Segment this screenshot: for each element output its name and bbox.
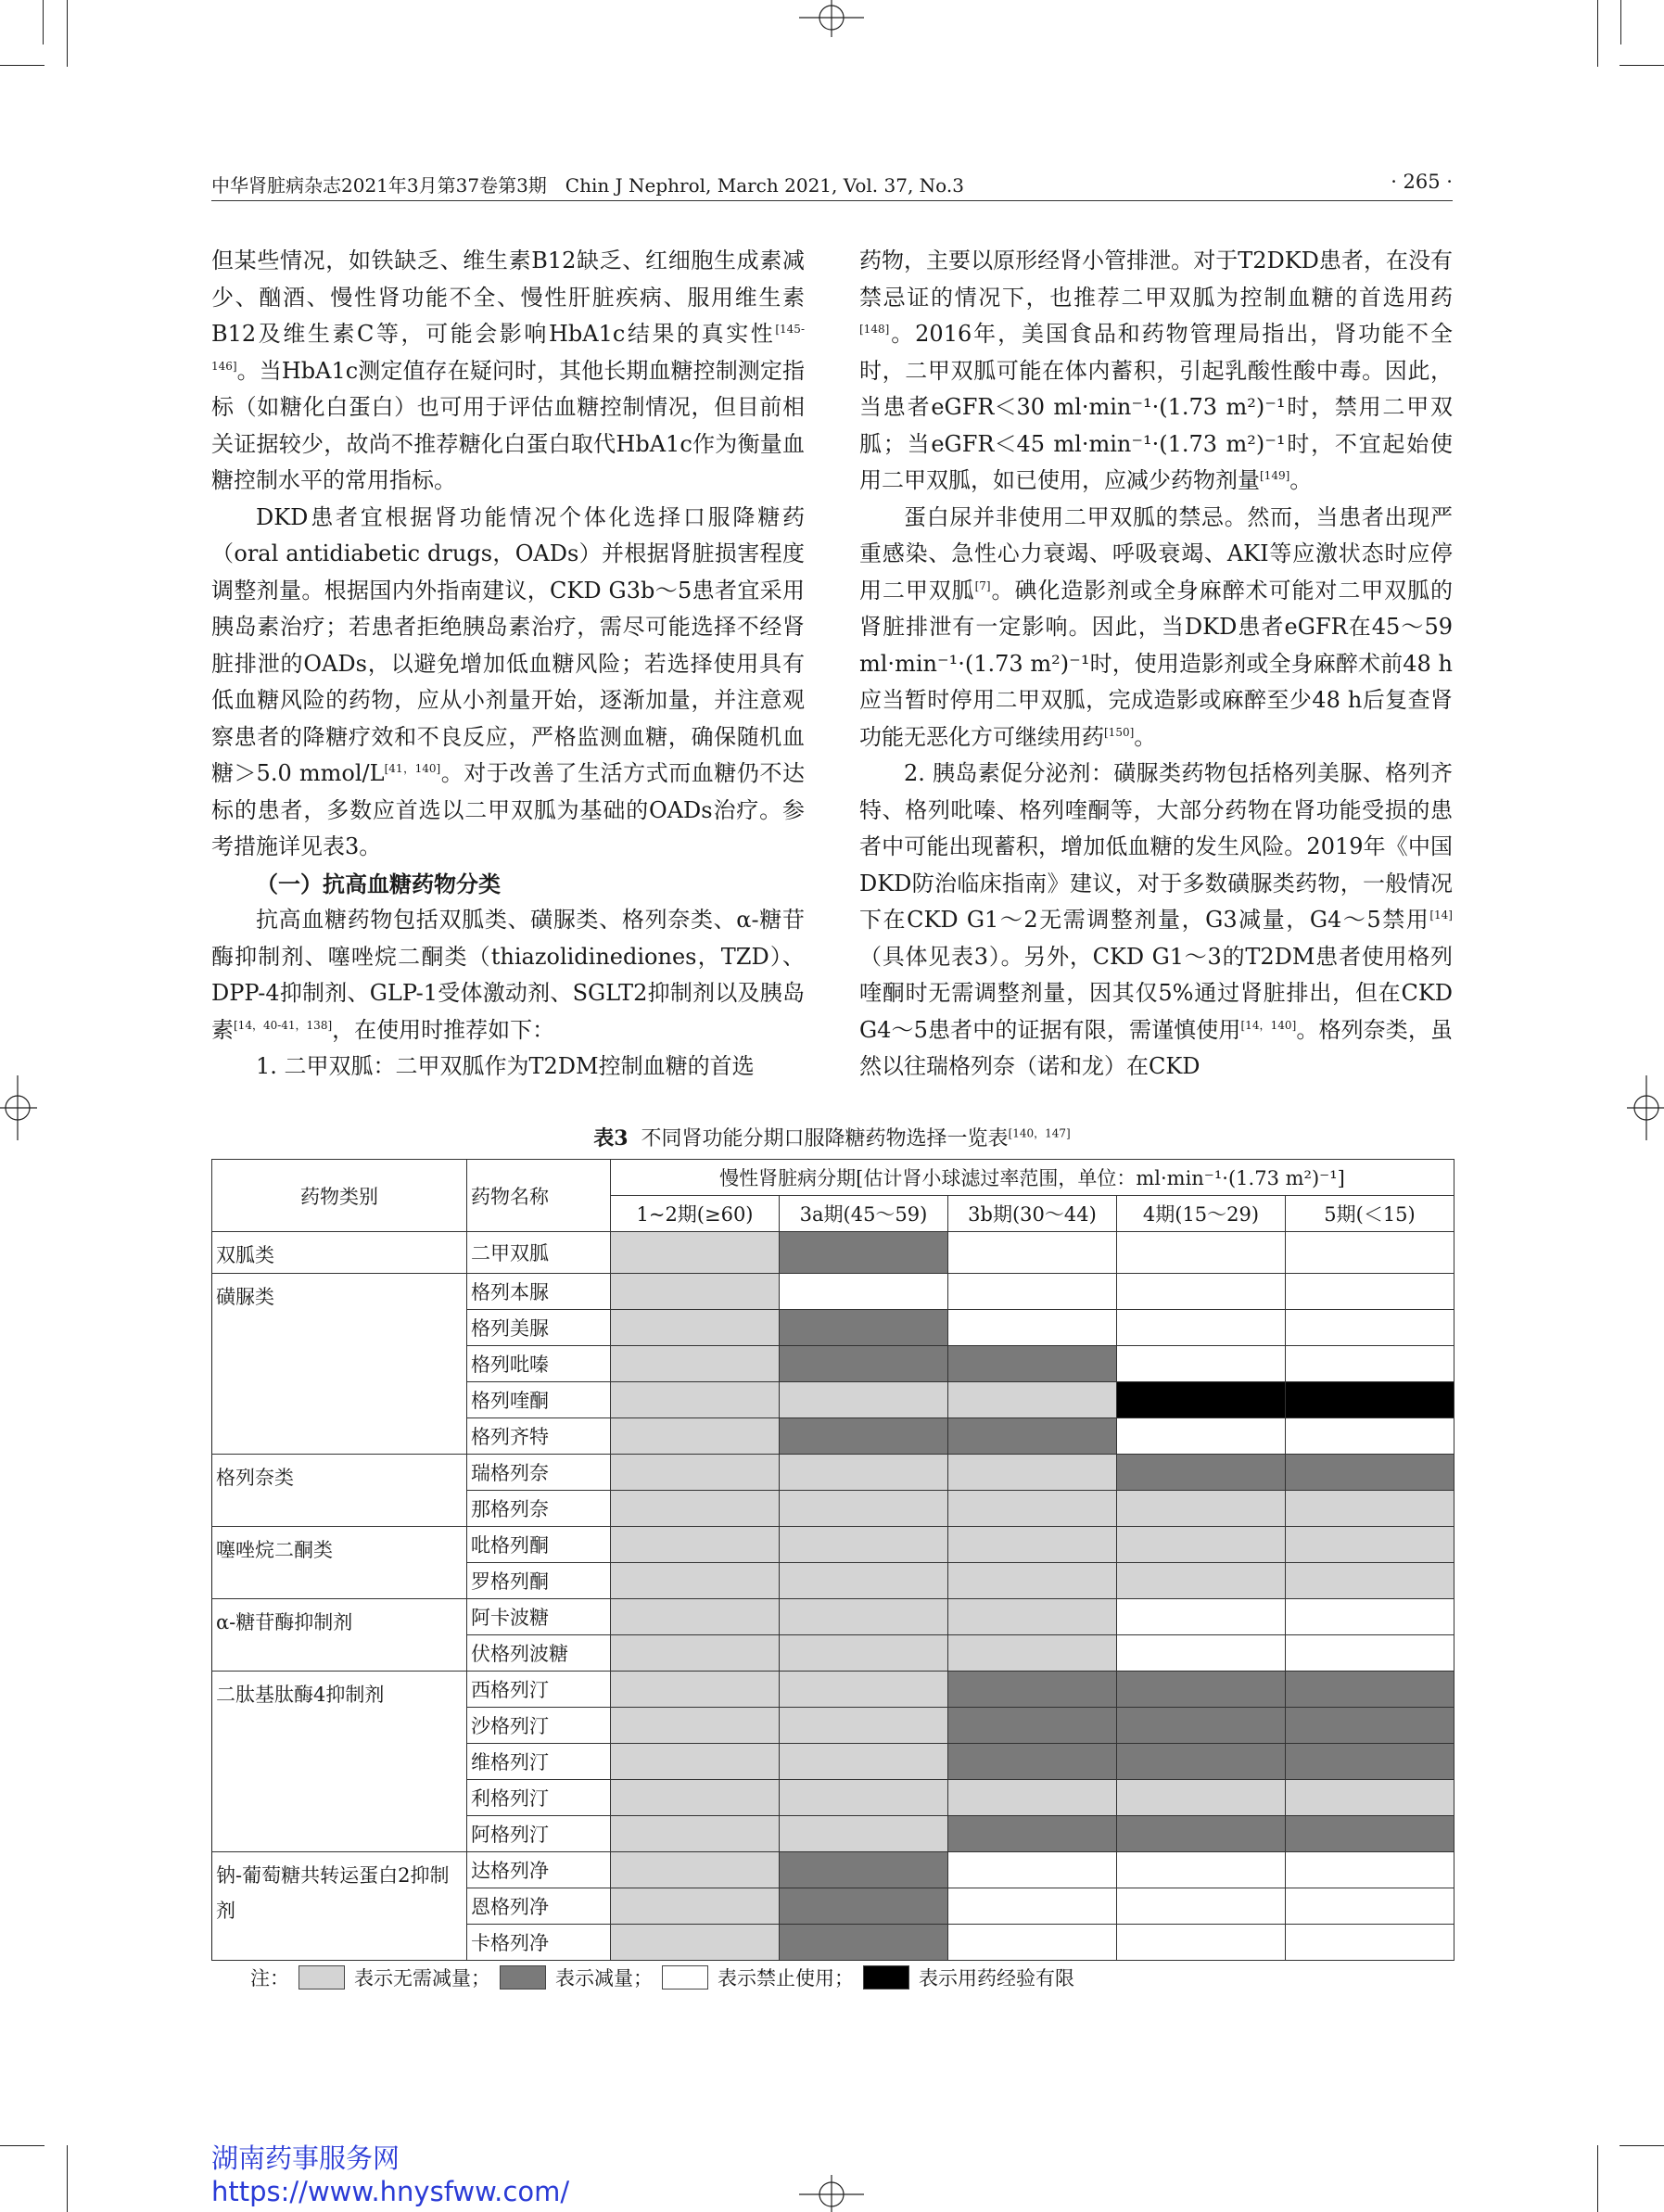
dose-status-cell: [1117, 1274, 1286, 1310]
drug-class-cell: 钠-葡萄糖共转运蛋白2抑制剂: [212, 1852, 467, 1961]
drug-name-cell: 格列本脲: [467, 1274, 611, 1310]
drug-name-cell: 恩格列净: [467, 1888, 611, 1925]
dose-status-cell: [1286, 1455, 1454, 1491]
dose-status-cell: [1117, 1635, 1286, 1672]
section-heading: （一）抗高血糖药物分类: [256, 870, 501, 897]
dose-status-cell: [611, 1635, 780, 1672]
dose-status-cell: [611, 1455, 780, 1491]
dose-status-cell: [1117, 1852, 1286, 1888]
drug-name-cell: 卡格列净: [467, 1925, 611, 1961]
dose-status-cell: [780, 1852, 948, 1888]
dose-status-cell: [1117, 1816, 1286, 1852]
dose-status-cell: [1286, 1780, 1454, 1816]
dose-status-cell: [1117, 1310, 1286, 1346]
dose-status-cell: [948, 1274, 1117, 1310]
drug-class-cell: 格列奈类: [212, 1455, 467, 1527]
dose-status-cell: [948, 1888, 1117, 1925]
table-row: [212, 1274, 1454, 1310]
paragraph: 抗高血糖药物包括双胍类、磺脲类、格列奈类、α-糖苷酶抑制剂、噻唑烷二酮类（thiazolidinediones，TZD）、DPP-4抑制剂、GLP-1受体激动剂、SGLT2抑制剂以及胰岛素[14，40-41，138]，在使用时推荐如下：: [211, 907, 805, 1043]
dose-status-cell: [948, 1455, 1117, 1491]
dose-status-cell: [780, 1274, 948, 1310]
dose-status-cell: [1117, 1672, 1286, 1708]
drug-class-cell: 磺脲类: [212, 1274, 467, 1455]
dose-status-cell: [948, 1418, 1117, 1455]
dose-status-cell: [780, 1418, 948, 1455]
dose-status-cell: [1286, 1925, 1454, 1961]
dose-status-cell: [1286, 1635, 1454, 1672]
header-stage: 5期(＜15): [1286, 1196, 1454, 1232]
table-legend: [250, 1964, 1074, 1991]
table-caption: 不同肾功能分期口服降糖药物选择一览表: [641, 1127, 1009, 1150]
dose-status-cell: [1117, 1418, 1286, 1455]
drug-name-cell: 达格列净: [467, 1852, 611, 1888]
dose-status-cell: [948, 1708, 1117, 1744]
dose-status-cell: [948, 1310, 1117, 1346]
dose-status-cell: [611, 1744, 780, 1780]
dose-status-cell: [1117, 1744, 1286, 1780]
paragraph: 但某些情况，如铁缺乏、维生素B12缺乏、红细胞生成素减少、酗酒、慢性肾功能不全、慢性肝脏疾病、服用维生素B12及维生素C等，可能会影响HbA1c结果的真实性[145-146]。当HbA1c测定值存在疑问时，其他长期血糖控制测定指标（如糖化白蛋白）也可用于评估血糖控制情况，但目前相关证据较少，故尚不推荐糖化白蛋白取代HbA1c作为衡量血糖控制水平的常用指标。: [211, 248, 805, 493]
legend-label-limited-experience: 表示用药经验有限: [919, 1967, 1074, 1990]
left-column: [211, 243, 805, 1086]
dose-status-cell: [1286, 1744, 1454, 1780]
drug-class-cell: α-糖苷酶抑制剂: [212, 1599, 467, 1672]
dose-status-cell: [1286, 1816, 1454, 1852]
dose-status-cell: [780, 1816, 948, 1852]
drug-name-cell: 那格列奈: [467, 1491, 611, 1527]
registration-mark-bottom: [799, 2175, 864, 2212]
dose-status-cell: [611, 1491, 780, 1527]
crop-mark: [1597, 2145, 1598, 2212]
dose-status-cell: [948, 1382, 1117, 1418]
dose-status-cell: [1286, 1382, 1454, 1418]
dose-status-cell: [611, 1346, 780, 1382]
dose-status-cell: [948, 1780, 1117, 1816]
dose-status-cell: [948, 1744, 1117, 1780]
crop-mark: [1620, 0, 1621, 44]
dose-status-cell: [780, 1672, 948, 1708]
dose-status-cell: [948, 1816, 1117, 1852]
dose-status-cell: [780, 1346, 948, 1382]
dose-status-cell: [780, 1382, 948, 1418]
dose-status-cell: [780, 1780, 948, 1816]
drug-name-cell: 维格列汀: [467, 1744, 611, 1780]
dose-status-cell: [1117, 1455, 1286, 1491]
table-row: [212, 1599, 1454, 1635]
drug-name-cell: 阿格列汀: [467, 1816, 611, 1852]
paragraph: 蛋白尿并非使用二甲双胍的禁忌。然而，当患者出现严重感染、急性心力衰竭、呼吸衰竭、AKI等应激状态时应停用二甲双胍[7]。碘化造影剂或全身麻醉术可能对二甲双胍的肾脏排泄有一定影响。因此，当DKD患者eGFR在45～59 ml·min⁻¹·(1.73 m²)⁻¹时，使用造影剂或全身麻醉术前48 h应当暂时停用二甲双胍，完成造影或麻醉至少48 h后复查肾功能无恶化方可继续用药[150]。: [859, 503, 1454, 750]
header-stage: 3a期(45～59): [780, 1196, 948, 1232]
dose-status-cell: [611, 1418, 780, 1455]
dose-status-cell: [1117, 1925, 1286, 1961]
drug-name-cell: 瑞格列奈: [467, 1455, 611, 1491]
drug-name-cell: 二甲双胍: [467, 1232, 611, 1274]
header-ckd-stage-group: 慢性肾脏病分期[估计肾小球滤过率范围，单位：ml·min⁻¹·(1.73 m²)⁻¹]: [611, 1160, 1454, 1196]
dose-status-cell: [780, 1635, 948, 1672]
dose-status-cell: [1286, 1599, 1454, 1635]
table-title: [211, 1123, 1453, 1151]
dose-status-cell: [948, 1925, 1117, 1961]
dose-status-cell: [948, 1599, 1117, 1635]
table-row: [212, 1232, 1454, 1274]
dose-status-cell: [1286, 1852, 1454, 1888]
dose-status-cell: [611, 1310, 780, 1346]
dose-status-cell: [1286, 1418, 1454, 1455]
table-ref: [140，147]: [1008, 1126, 1071, 1140]
dose-status-cell: [780, 1599, 948, 1635]
dose-status-cell: [1286, 1310, 1454, 1346]
dose-status-cell: [611, 1708, 780, 1744]
drug-class-cell: 二肽基肽酶4抑制剂: [212, 1672, 467, 1852]
dose-status-cell: [1286, 1563, 1454, 1599]
dose-status-cell: [611, 1527, 780, 1563]
drug-name-cell: 格列齐特: [467, 1418, 611, 1455]
watermark-site-name: 湖南药事服务网: [211, 2142, 400, 2174]
dose-status-cell: [611, 1672, 780, 1708]
drug-name-cell: 沙格列汀: [467, 1708, 611, 1744]
dose-status-cell: [611, 1382, 780, 1418]
legend-swatch-reduce-dose: [500, 1965, 546, 1990]
paragraph: 1. 二甲双胍：二甲双胍作为T2DM控制血糖的首选: [256, 1053, 755, 1079]
crop-mark: [67, 2145, 68, 2212]
dose-status-cell: [780, 1455, 948, 1491]
page-number: · 265 ·: [1391, 171, 1453, 193]
dose-status-cell: [1286, 1346, 1454, 1382]
dose-status-cell: [611, 1888, 780, 1925]
dose-status-cell: [1117, 1346, 1286, 1382]
dose-status-cell: [1117, 1563, 1286, 1599]
dose-status-cell: [1117, 1382, 1286, 1418]
drug-name-cell: 伏格列波糖: [467, 1635, 611, 1672]
dose-status-cell: [1117, 1708, 1286, 1744]
dose-status-cell: [1286, 1491, 1454, 1527]
dose-status-cell: [1286, 1708, 1454, 1744]
header-stage: 4期(15～29): [1117, 1196, 1286, 1232]
dose-status-cell: [1286, 1527, 1454, 1563]
running-header: [211, 171, 1453, 198]
dose-status-cell: [611, 1925, 780, 1961]
header-drug-class: 药物类别: [212, 1160, 467, 1232]
dose-status-cell: [1286, 1672, 1454, 1708]
drug-class-cell: 噻唑烷二酮类: [212, 1527, 467, 1599]
drug-name-cell: 西格列汀: [467, 1672, 611, 1708]
dose-status-cell: [1117, 1599, 1286, 1635]
legend-prefix: 注：: [250, 1967, 289, 1990]
header-stage: 3b期(30～44): [948, 1196, 1117, 1232]
table-number: 表3: [593, 1126, 629, 1150]
crop-mark: [67, 0, 68, 67]
dose-status-cell: [1117, 1780, 1286, 1816]
crop-mark: [43, 0, 44, 44]
legend-swatch-no-reduction: [299, 1965, 345, 1990]
registration-mark-right: [1627, 1075, 1664, 1140]
dose-status-cell: [1286, 1274, 1454, 1310]
legend-label-contraindicated: 表示禁止使用；: [718, 1967, 854, 1990]
crop-mark: [1620, 65, 1664, 66]
drug-name-cell: 格列吡嗪: [467, 1346, 611, 1382]
dose-status-cell: [611, 1232, 780, 1274]
paragraph: DKD患者宜根据肾功能情况个体化选择口服降糖药（oral antidiabetic drugs，OADs）并根据肾脏损害程度调整剂量。根据国内外指南建议，CKD G3b～5患者宜采用胰岛素治疗；若患者拒绝胰岛素治疗，需尽可能选择不经肾脏排泄的OADs，以避免增加低血糖风险；若选择使用具有低血糖风险的药物，应从小剂量开始，逐渐加量，并注意观察患者的降糖疗效和不良反应，严格监测血糖，确保随机血糖＞5.0 mmol/L[41，140]。对于改善了生活方式而血糖仍不达标的患者，多数应首选以二甲双胍为基础的OADs治疗。参考措施详见表3。: [211, 503, 805, 859]
dose-status-cell: [948, 1672, 1117, 1708]
legend-label-no-reduction: 表示无需减量；: [354, 1967, 490, 1990]
dose-status-cell: [1286, 1232, 1454, 1274]
dose-status-cell: [1117, 1232, 1286, 1274]
journal-citation: 中华肾脏病杂志2021年3月第37卷第3期 Chin J Nephrol, March 2021, Vol. 37, No.3: [211, 174, 964, 197]
drug-name-cell: 罗格列酮: [467, 1563, 611, 1599]
dose-status-cell: [780, 1563, 948, 1599]
dose-status-cell: [780, 1310, 948, 1346]
legend-label-reduce-dose: 表示减量；: [555, 1967, 653, 1990]
header-drug-name: 药物名称: [467, 1160, 611, 1232]
legend-swatch-contraindicated: [662, 1965, 708, 1990]
dose-status-cell: [611, 1274, 780, 1310]
dose-status-cell: [1286, 1888, 1454, 1925]
dose-status-cell: [780, 1925, 948, 1961]
dose-status-cell: [1117, 1527, 1286, 1563]
header-stage: 1~2期(≥60): [611, 1196, 780, 1232]
table-row: [212, 1455, 1454, 1491]
drug-name-cell: 格列美脲: [467, 1310, 611, 1346]
dose-status-cell: [948, 1852, 1117, 1888]
table-row: [212, 1527, 1454, 1563]
dose-status-cell: [611, 1852, 780, 1888]
dose-status-cell: [948, 1346, 1117, 1382]
paragraph: 2. 胰岛素促分泌剂：磺脲类药物包括格列美脲、格列齐特、格列吡嗪、格列喹酮等，大部分药物在肾功能受损的患者中可能出现蓄积，增加低血糖的发生风险。2019年《中国DKD防治临床指南》建议，对于多数磺脲类药物，一般情况下在CKD G1～2无需调整剂量，G3减量，G4～5禁用[14]（具体见表3）。另外，CKD G1～3的T2DM患者使用格列喹酮时无需调整剂量，因其仅5%通过肾脏排出，但在CKD G4～5患者中的证据有限，需谨慎使用[14，140]。格列奈类，虽然以往瑞格列奈（诺和龙）在CKD: [859, 760, 1453, 1079]
crop-mark: [1620, 2145, 1664, 2146]
right-column: [859, 243, 1453, 1086]
drug-name-cell: 阿卡波糖: [467, 1599, 611, 1635]
dose-status-cell: [611, 1816, 780, 1852]
registration-mark-top: [799, 0, 864, 37]
dose-status-cell: [1117, 1888, 1286, 1925]
dose-status-cell: [780, 1888, 948, 1925]
dose-status-cell: [780, 1232, 948, 1274]
watermark: [211, 2142, 569, 2208]
drug-name-cell: 利格列汀: [467, 1780, 611, 1816]
table-row: [212, 1672, 1454, 1708]
dose-status-cell: [611, 1780, 780, 1816]
drug-class-cell: 双胍类: [212, 1232, 467, 1274]
dose-status-cell: [611, 1599, 780, 1635]
dose-status-cell: [780, 1744, 948, 1780]
watermark-url[interactable]: https://www.hnysfww.com/: [211, 2176, 570, 2207]
crop-mark: [1597, 0, 1598, 67]
dose-status-cell: [780, 1527, 948, 1563]
legend-swatch-limited-experience: [863, 1965, 909, 1990]
drug-name-cell: 吡格列酮: [467, 1527, 611, 1563]
crop-mark: [0, 2145, 44, 2146]
registration-mark-left: [0, 1075, 37, 1140]
dose-status-cell: [948, 1563, 1117, 1599]
dose-status-cell: [948, 1527, 1117, 1563]
dose-status-cell: [780, 1491, 948, 1527]
dose-status-cell: [948, 1635, 1117, 1672]
crop-mark: [0, 65, 44, 66]
table-row: [212, 1852, 1454, 1888]
dose-status-cell: [948, 1491, 1117, 1527]
paragraph: 药物，主要以原形经肾小管排泄。对于T2DKD患者，在没有禁忌证的情况下，也推荐二甲双胍为控制血糖的首选用药[148]。2016年，美国食品和药物管理局指出，肾功能不全时，二甲双胍可能在体内蓄积，引起乳酸性酸中毒。因此，当患者eGFR＜30 ml·min⁻¹·(1.73 m²)⁻¹时，禁用二甲双胍；当eGFR＜45 ml·min⁻¹·(1.73 m²)⁻¹时，不宜起始使用二甲双胍，如已使用，应减少药物剂量[149]。: [859, 248, 1453, 493]
header-rule: [211, 200, 1453, 201]
drug-selection-table: [211, 1159, 1454, 1961]
dose-status-cell: [611, 1563, 780, 1599]
drug-name-cell: 格列喹酮: [467, 1382, 611, 1418]
dose-status-cell: [948, 1232, 1117, 1274]
dose-status-cell: [1117, 1491, 1286, 1527]
dose-status-cell: [780, 1708, 948, 1744]
